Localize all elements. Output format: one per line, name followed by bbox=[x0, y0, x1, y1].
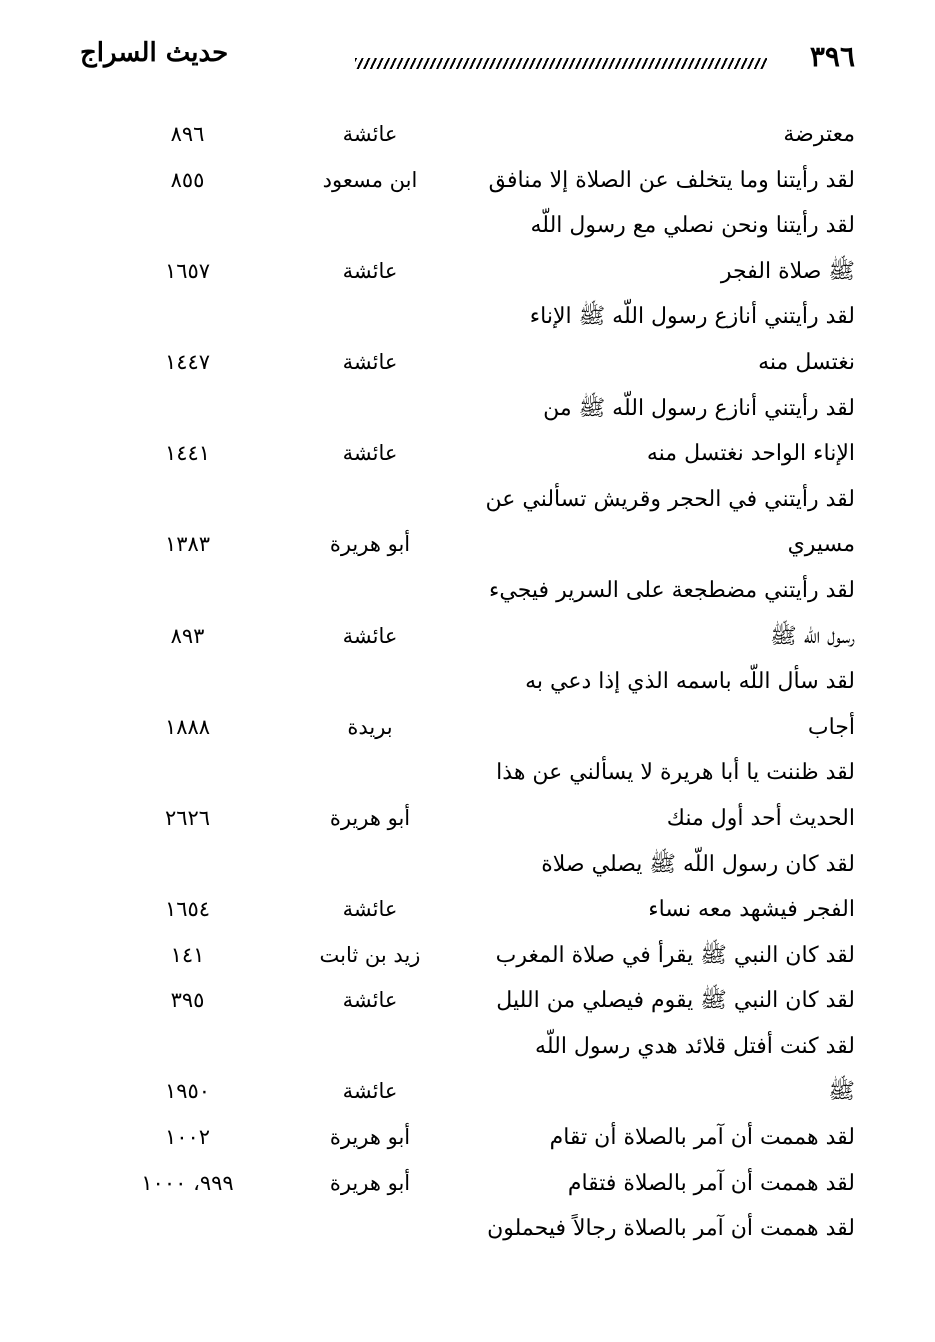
narrator-name: عائشة bbox=[342, 441, 398, 466]
narrator-name: عائشة bbox=[342, 897, 398, 922]
hadith-number: ٣٩٥ bbox=[170, 988, 205, 1013]
narrator-name: زيد بن ثابت bbox=[319, 942, 421, 967]
index-entry bbox=[120, 978, 855, 1024]
hadith-number: ١٤٤٧ bbox=[164, 349, 211, 374]
narrator-name: عائشة bbox=[342, 122, 398, 146]
hadith-text: لقد رأيتنا وما يتخلف عن الصلاة إلا منافق bbox=[488, 167, 855, 193]
page-number: ٣٩٦ bbox=[809, 40, 855, 73]
entry-line bbox=[120, 1161, 855, 1207]
entry-line bbox=[120, 659, 855, 705]
narrator-name: عائشة bbox=[342, 258, 398, 283]
entry-line bbox=[120, 1024, 855, 1070]
entry-line bbox=[120, 1069, 855, 1115]
hadith-number: ٨٩٦ bbox=[170, 122, 205, 146]
narrator-name: أبو هريرة bbox=[329, 532, 411, 557]
index-entry bbox=[120, 659, 855, 750]
hadith-text: لقد هممت أن آمر بالصلاة أن تقام bbox=[549, 1125, 855, 1151]
hadith-number: ٨٩٣ bbox=[170, 623, 205, 648]
hadith-text: لقد رأيتني أنازع رسول اللّه ﷺ من bbox=[543, 395, 855, 421]
entry-line bbox=[120, 568, 855, 614]
entry-line bbox=[120, 796, 855, 842]
index-entry bbox=[120, 750, 855, 841]
hadith-text: لقد كان النبي ﷺ يقوم فيصلي من الليل bbox=[496, 988, 855, 1014]
hadith-number: ١٤١ bbox=[170, 942, 205, 967]
hadith-index-list bbox=[120, 112, 855, 1252]
entry-line bbox=[120, 158, 855, 204]
entry-line bbox=[120, 614, 855, 660]
index-entry bbox=[120, 477, 855, 568]
entry-line bbox=[120, 112, 855, 158]
hadith-number: ١٦٥٧ bbox=[164, 258, 211, 283]
entry-line bbox=[120, 933, 855, 979]
hadith-text: لقد ظننت يا أبا هريرة لا يسألني عن هذا bbox=[496, 760, 855, 786]
hadith-text: لقد هممت أن آمر بالصلاة رجالاً فيحملون bbox=[487, 1216, 855, 1242]
narrator-name: عائشة bbox=[342, 1079, 398, 1104]
hadith-text: نغتسل منه bbox=[758, 349, 855, 375]
hadith-text: لقد رأيتني في الحجر وقريش تسألني عن bbox=[485, 486, 855, 512]
index-entry bbox=[120, 568, 855, 659]
hadith-text: الحديث أحد أول منك bbox=[666, 805, 855, 831]
entry-line bbox=[120, 842, 855, 888]
entry-line bbox=[120, 522, 855, 568]
entry-line bbox=[120, 750, 855, 796]
hadith-text: لقد كنت أفتل قلائد هدي رسول اللّه bbox=[535, 1033, 855, 1059]
entry-line bbox=[120, 1115, 855, 1161]
hadith-text: أجاب bbox=[807, 714, 855, 740]
hadith-text: لقد رأيتني أنازع رسول اللّه ﷺ الإناء bbox=[529, 304, 855, 330]
narrator-name: عائشة bbox=[342, 349, 398, 374]
index-entry bbox=[120, 1024, 855, 1115]
hadith-number: ٨٥٥ bbox=[170, 167, 205, 192]
narrator-name: عائشة bbox=[342, 623, 398, 648]
index-entry bbox=[120, 203, 855, 294]
narrator-name: بريدة bbox=[347, 714, 393, 739]
entry-line bbox=[120, 386, 855, 432]
entry-line bbox=[120, 1206, 855, 1252]
hadith-text: ﷺ bbox=[828, 1079, 855, 1105]
hadith-number: ١٩٥٠ bbox=[164, 1079, 211, 1104]
index-entry bbox=[120, 1115, 855, 1161]
narrator-name: ابن مسعود bbox=[322, 167, 418, 192]
hadith-text: رسول اللّه ﷺ bbox=[770, 623, 855, 649]
entry-line bbox=[120, 431, 855, 477]
hadith-text: مسيري bbox=[787, 532, 855, 558]
index-entry bbox=[120, 1161, 855, 1207]
entry-line bbox=[120, 340, 855, 386]
hadith-text: لقد رأيتني مضطجعة على السرير فيجيء bbox=[489, 577, 855, 603]
index-entry bbox=[120, 294, 855, 385]
index-entry bbox=[120, 112, 855, 158]
index-entry bbox=[120, 842, 855, 933]
hadith-number: ١٤٤١ bbox=[164, 441, 211, 466]
hadith-number: ١٠٠٢ bbox=[164, 1125, 211, 1150]
entry-line bbox=[120, 294, 855, 340]
hadith-number: ٢٦٢٦ bbox=[164, 805, 211, 830]
entry-line bbox=[120, 249, 855, 295]
hadith-number: ١٦٥٤ bbox=[164, 897, 211, 922]
entry-line bbox=[120, 477, 855, 523]
index-entry bbox=[120, 933, 855, 979]
running-title: حديث السراج bbox=[80, 38, 229, 68]
hadith-text: الفجر فيشهد معه نساء bbox=[648, 897, 855, 923]
entry-line bbox=[120, 887, 855, 933]
hadith-text: لقد هممت أن آمر بالصلاة فتقام bbox=[567, 1170, 855, 1196]
hadith-text: معترضة bbox=[783, 122, 855, 147]
index-entry bbox=[120, 386, 855, 477]
hadith-number: ٩٩٩، ١٠٠٠ bbox=[141, 1170, 234, 1195]
hadith-text: لقد كان النبي ﷺ يقرأ في صلاة المغرب bbox=[495, 942, 855, 968]
hadith-text: لقد رأيتنا ونحن نصلي مع رسول اللّه bbox=[530, 213, 855, 239]
narrator-name: أبو هريرة bbox=[329, 1125, 411, 1150]
hadith-text: الإناء الواحد نغتسل منه bbox=[646, 441, 855, 467]
index-entry bbox=[120, 1206, 855, 1252]
narrator-name: أبو هريرة bbox=[329, 1170, 411, 1195]
page-header bbox=[80, 36, 855, 86]
hadith-text: لقد سأل اللّه باسمه الذي إذا دعي به bbox=[525, 669, 855, 695]
entry-line bbox=[120, 978, 855, 1024]
hadith-number: ١٣٨٣ bbox=[164, 532, 211, 557]
narrator-name: أبو هريرة bbox=[329, 805, 411, 830]
index-entry bbox=[120, 158, 855, 204]
narrator-name: عائشة bbox=[342, 988, 398, 1013]
hadith-number: ١٨٨٨ bbox=[164, 714, 211, 739]
hadith-text: لقد كان رسول اللّه ﷺ يصلي صلاة bbox=[541, 851, 855, 877]
entry-line bbox=[120, 203, 855, 249]
header-rule bbox=[355, 58, 767, 69]
entry-line bbox=[120, 705, 855, 751]
hadith-text: ﷺ صلاة الفجر bbox=[720, 258, 855, 284]
